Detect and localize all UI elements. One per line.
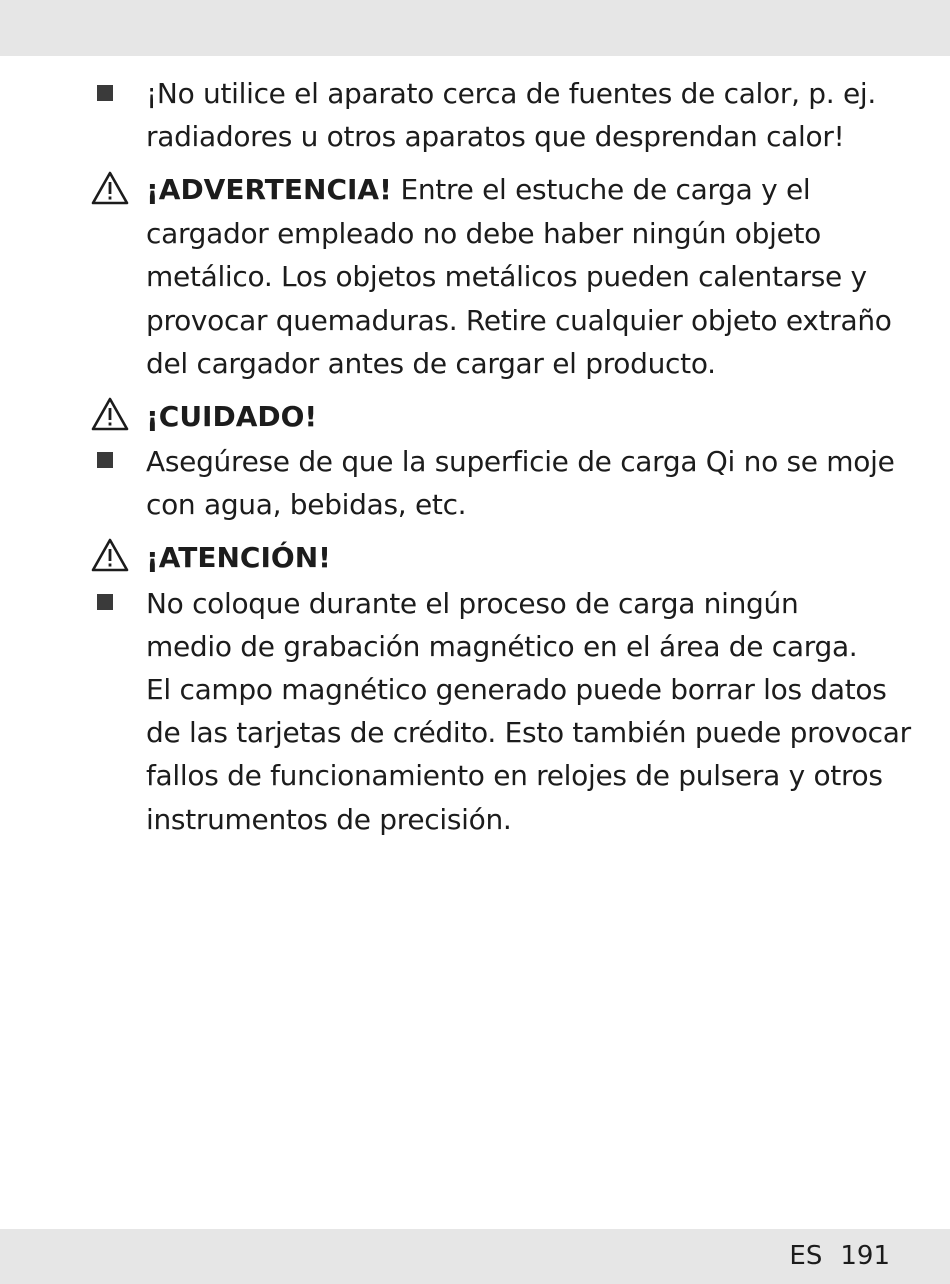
cuidado-line-2: con agua, bebidas, etc. <box>146 488 467 521</box>
atencion-line-1: No coloque durante el proceso de carga ningún <box>146 587 799 620</box>
advertencia-line-5: del cargador antes de cargar el producto. <box>146 347 716 380</box>
advertencia-heading: ¡ADVERTENCIA! <box>146 173 392 206</box>
advertencia-text-1: Entre el estuche de carga y el <box>391 173 811 206</box>
page-number: 191 <box>840 1241 890 1271</box>
page-footer <box>789 1238 890 1274</box>
atencion-heading: ¡ATENCIÓN! <box>146 541 331 574</box>
atencion-line-4: de las tarjetas de crédito. Esto también puede provocar <box>146 716 911 749</box>
notice-line-2: radiadores u otros aparatos que desprendan calor! <box>146 120 845 153</box>
advertencia-line-2: cargador empleado no debe haber ningún objeto <box>146 217 822 250</box>
top-band <box>0 0 950 56</box>
atencion-line-3: El campo magnético generado puede borrar los datos <box>146 673 887 706</box>
atencion-line-2: medio de grabación magnético en el área de carga. <box>146 630 858 663</box>
warning-triangle-icon <box>90 170 130 206</box>
bullet-square-icon <box>97 85 113 101</box>
advertencia-line-3: metálico. Los objetos metálicos pueden calentarse y <box>146 260 867 293</box>
cuidado-heading: ¡CUIDADO! <box>146 400 318 433</box>
bullet-square-icon <box>97 594 113 610</box>
atencion-line-5: fallos de funcionamiento en relojes de pulsera y otros <box>146 759 883 792</box>
advertencia-line-4: provocar quemaduras. Retire cualquier objeto extraño <box>146 304 892 337</box>
cuidado-line-1: Asegúrese de que la superficie de carga Qi no se moje <box>146 445 895 478</box>
warning-triangle-icon <box>90 396 130 432</box>
atencion-line-6: instrumentos de precisión. <box>146 803 512 836</box>
language-code: ES <box>789 1241 823 1271</box>
bullet-square-icon <box>97 452 113 468</box>
warning-triangle-icon <box>90 537 130 573</box>
notice-line-1: ¡No utilice el aparato cerca de fuentes de calor, p. ej. <box>146 77 876 110</box>
advertencia-line-1 <box>146 172 810 208</box>
